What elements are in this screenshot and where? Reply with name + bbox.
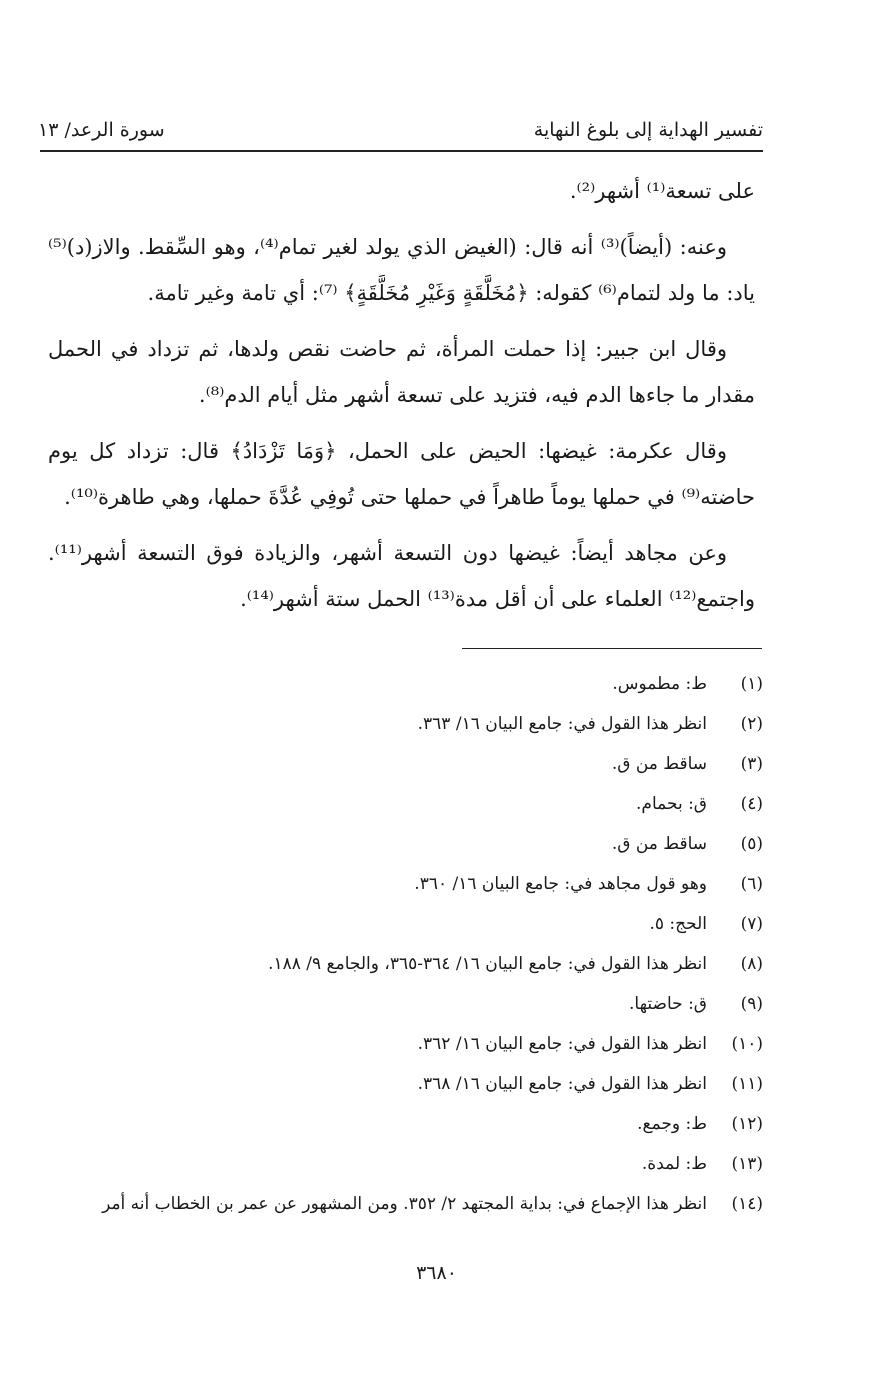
footnote xyxy=(48,824,763,864)
footnote xyxy=(48,704,763,744)
footnote-text: انظر هذا القول في: جامع البيان ١٦/ ٣٦٤-٣٦٥، والجامع ٩/ ١٨٨. xyxy=(268,954,707,974)
footnote-number: (٨) xyxy=(740,954,763,974)
footnote-text: انظر هذا القول في: جامع البيان ١٦/ ٣٦٣. xyxy=(417,714,707,734)
footnote xyxy=(48,1184,763,1224)
footnote-number: (٤) xyxy=(740,794,763,814)
footnote xyxy=(48,944,763,984)
footnote-number: (٩) xyxy=(740,994,763,1014)
footnote-text: انظر هذا القول في: جامع البيان ١٦/ ٣٦٢. xyxy=(417,1034,707,1054)
page-number: ٣٦٨٠ xyxy=(416,1262,457,1284)
header-divider xyxy=(40,150,763,152)
footnote-text: ساقط من ق. xyxy=(611,754,707,774)
paragraph: على تسعة⁽¹⁾ أشهر⁽²⁾. xyxy=(569,179,755,203)
footnote-text: انظر هذا الإجماع في: بداية المجتهد ٢/ ٣٥٢. ومن المشهور عن عمر بن الخطاب أنه أمر xyxy=(102,1194,707,1214)
footnote-number: (٧) xyxy=(740,914,763,934)
footnote-text: ساقط من ق. xyxy=(611,834,707,854)
surah-label: سورة الرعد/ ١٣ xyxy=(38,119,165,141)
paragraph: وقال عكرمة: غيضها: الحيض على الحمل، ﴿وَمَا تَزْدَادُ﴾ قال: تزداد كل يوم حاضته⁽⁹⁾ في حملها يوماً طاهراً في حملها حتى تُوفِي عُدَّةَ حملها، وهي طاهرة⁽¹⁰⁾. xyxy=(48,439,755,509)
footnote-number: (١٤) xyxy=(731,1194,763,1214)
paragraph: وقال ابن جبير: إذا حملت المرأة، ثم حاضت نقص ولدها، ثم تزداد في الحمل مقدار ما جاءها الدم فيه، فتزيد على تسعة أشهر مثل أيام الدم⁽⁸⁾. xyxy=(48,337,755,407)
footnote xyxy=(48,784,763,824)
footnote xyxy=(48,1144,763,1184)
footnote-number: (٦) xyxy=(740,874,763,894)
footnote xyxy=(48,1104,763,1144)
main-text xyxy=(48,168,755,632)
running-header xyxy=(38,112,763,148)
footnotes xyxy=(48,664,763,1224)
paragraph: وعن مجاهد أيضاً: غيضها دون التسعة أشهر، والزيادة فوق التسعة أشهر⁽¹¹⁾. واجتمع⁽¹²⁾ العلماء على أن أقل مدة⁽¹³⁾ الحمل ستة أشهر⁽¹⁴⁾. xyxy=(48,541,755,611)
footnote xyxy=(48,664,763,704)
paragraph: وعنه: (أيضاً)⁽³⁾ أنه قال: (الغيض الذي يولد لغير تمام⁽⁴⁾، وهو السِّقط. والاز(د)⁽⁵⁾ ياد: ما ولد لتمام⁽⁶⁾ كقوله: ﴿مُخَلَّقَةٍ وَغَيْرِ مُخَلَّقَةٍ﴾ ⁽⁷⁾: أي تامة وغير تامة. xyxy=(48,235,755,305)
footnote-number: (٥) xyxy=(740,834,763,854)
footnote-number: (١) xyxy=(740,674,763,694)
footnote-number: (١٠) xyxy=(731,1034,763,1054)
footnote xyxy=(48,1064,763,1104)
footnote xyxy=(48,904,763,944)
footnote xyxy=(48,864,763,904)
footnote-text: انظر هذا القول في: جامع البيان ١٦/ ٣٦٨. xyxy=(417,1074,707,1094)
footnote-divider xyxy=(462,648,762,649)
footnote-number: (١١) xyxy=(731,1074,763,1094)
footnote-number: (٢) xyxy=(740,714,763,734)
footnote xyxy=(48,744,763,784)
footnote-text: ط: لمدة. xyxy=(641,1154,707,1174)
footnote-number: (٣) xyxy=(740,754,763,774)
footnote-text: ق: حاضتها. xyxy=(629,994,707,1014)
footnote-text: الحج: ٥. xyxy=(649,914,707,934)
footnote-number: (١٢) xyxy=(731,1114,763,1134)
footnote-text: ط: وجمع. xyxy=(637,1114,707,1134)
footnote-text: ق: بحمام. xyxy=(636,794,707,814)
footnote-number: (١٣) xyxy=(731,1154,763,1174)
book-title: تفسير الهداية إلى بلوغ النهاية xyxy=(533,119,763,141)
footnote-text: ط: مطموس. xyxy=(612,674,707,694)
footnote-text: وهو قول مجاهد في: جامع البيان ١٦/ ٣٦٠. xyxy=(414,874,707,894)
footnote xyxy=(48,1024,763,1064)
footnote xyxy=(48,984,763,1024)
